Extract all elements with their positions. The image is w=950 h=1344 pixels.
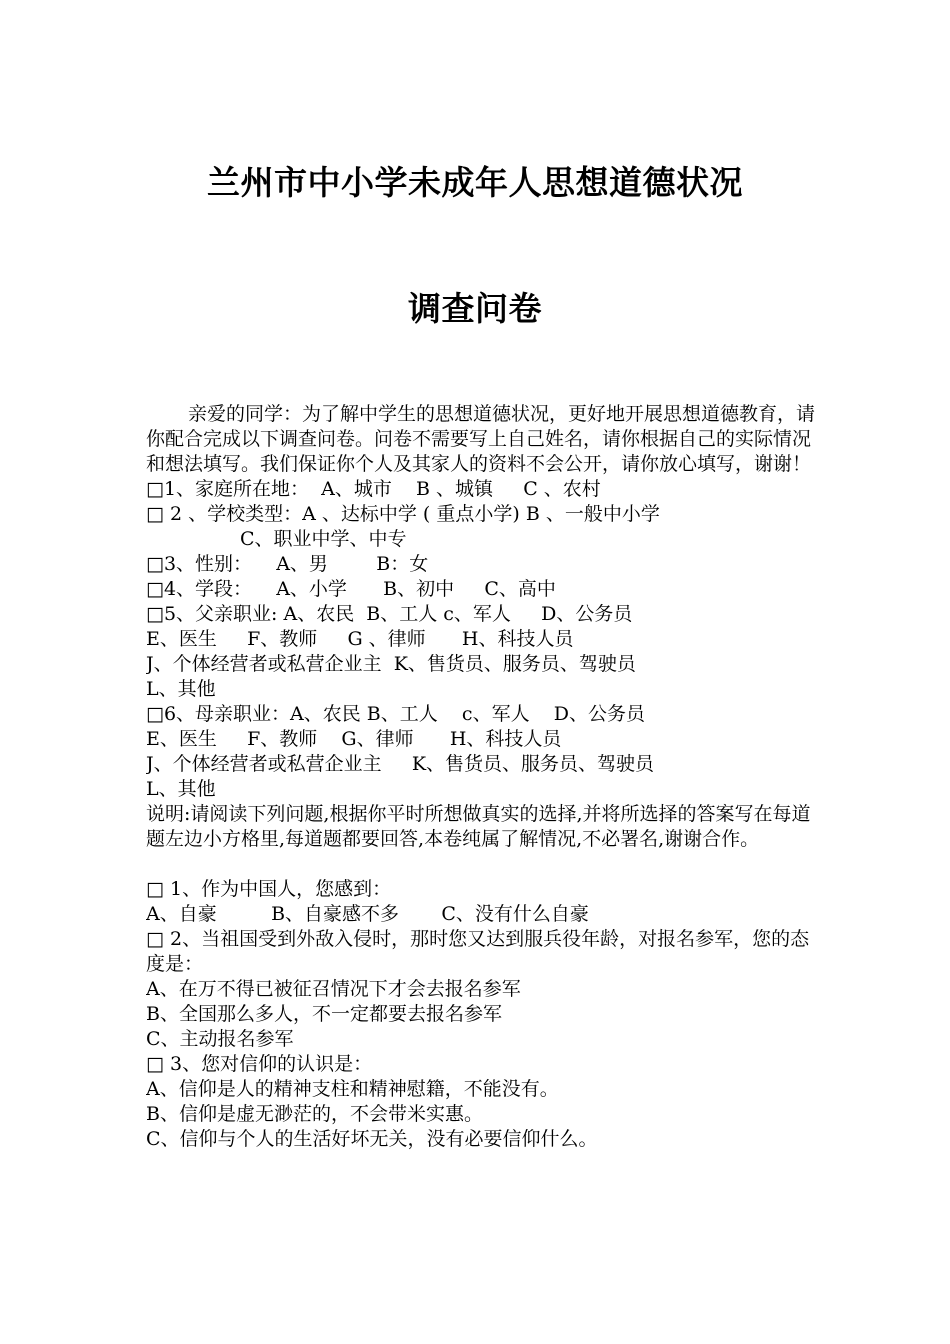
blank-line bbox=[146, 852, 816, 877]
basic-info-section bbox=[146, 477, 816, 802]
father-occupation-options-3: J、个体经营者或私营企业主 K、售货员、服务员、驾驶员 bbox=[146, 653, 636, 675]
question-2-option-b: B、全国那么多人，不一定都要去报名参军 bbox=[146, 1003, 502, 1025]
question-3-option-c: C、信仰与个人的生活好坏无关，没有必要信仰什么。 bbox=[146, 1128, 598, 1150]
question-2-option-a: A、在万不得已被征召情况下才会去报名参军 bbox=[146, 978, 521, 1000]
mother-occupation-options-2: E、医生 F、教师 G、律师 H、科技人员 bbox=[146, 728, 562, 750]
question-father-occupation: □5、父亲职业: A、农民 B、工人 c、军人 D、公务员 bbox=[146, 603, 633, 625]
question-school-type: □ 2 、学校类型：A 、达标中学 ( 重点小学) B 、一般中小学 bbox=[146, 503, 660, 525]
question-2-option-c: C、主动报名参军 bbox=[146, 1028, 294, 1050]
question-3-option-b: B、信仰是虚无渺茫的，不会带米实惠。 bbox=[146, 1103, 483, 1125]
question-school-stage: □4、学段： A、小学 B、初中 C、高中 bbox=[146, 578, 556, 600]
document-body bbox=[146, 402, 816, 1152]
mother-occupation-options-3: J、个体经营者或私营企业主 K、售货员、服务员、驾驶员 bbox=[146, 753, 655, 775]
question-3 bbox=[146, 1052, 816, 1152]
document-title-line-1: 兰州市中小学未成年人思想道德状况 bbox=[207, 163, 743, 202]
question-mother-occupation: □6、母亲职业：A、农民 B、工人 c、军人 D、公务员 bbox=[146, 703, 645, 725]
question-home-location: □1、家庭所在地： A、城市 B 、城镇 C 、农村 bbox=[146, 478, 601, 500]
instructions-paragraph: 说明:请阅读下列问题,根据你平时所想做真实的选择,并将所选择的答案写在每道题左边小方格里,每道题都要回答,本卷纯属了解情况,不必署名,谢谢合作。 bbox=[146, 803, 811, 850]
father-occupation-options-2: E、医生 F、教师 G 、律师 H、科技人员 bbox=[146, 628, 574, 650]
father-occupation-options-4: L、其他 bbox=[146, 678, 216, 700]
question-2 bbox=[146, 927, 816, 1052]
question-1-stem: □ 1、作为中国人，您感到： bbox=[146, 878, 392, 900]
question-school-type-continued: C、职业中学、中专 bbox=[240, 528, 407, 550]
question-1-options: A、自豪 B、自豪感不多 C、没有什么自豪 bbox=[146, 903, 589, 925]
document-title-line-2: 调查问卷 bbox=[408, 289, 542, 328]
question-3-stem: □ 3、您对信仰的认识是： bbox=[146, 1053, 373, 1075]
intro-paragraph: 亲爱的同学：为了解中学生的思想道德状况，更好地开展思想道德教育，请你配合完成以下调查问卷。问卷不需要写上自己姓名，请你根据自己的实际情况和想法填写。我们保证你个人及其家人的资料不会公开，请你放心填写，谢谢！ bbox=[146, 403, 816, 475]
question-gender: □3、性别： A、男 B：女 bbox=[146, 553, 429, 575]
mother-occupation-options-4: L、其他 bbox=[146, 778, 216, 800]
question-3-option-a: A、信仰是人的精神支柱和精神慰籍，不能没有。 bbox=[146, 1078, 559, 1100]
question-1 bbox=[146, 877, 816, 927]
question-2-stem: □ 2、当祖国受到外敌入侵时，那时您又达到服兵役年龄，对报名参军，您的态度是： bbox=[146, 928, 810, 975]
